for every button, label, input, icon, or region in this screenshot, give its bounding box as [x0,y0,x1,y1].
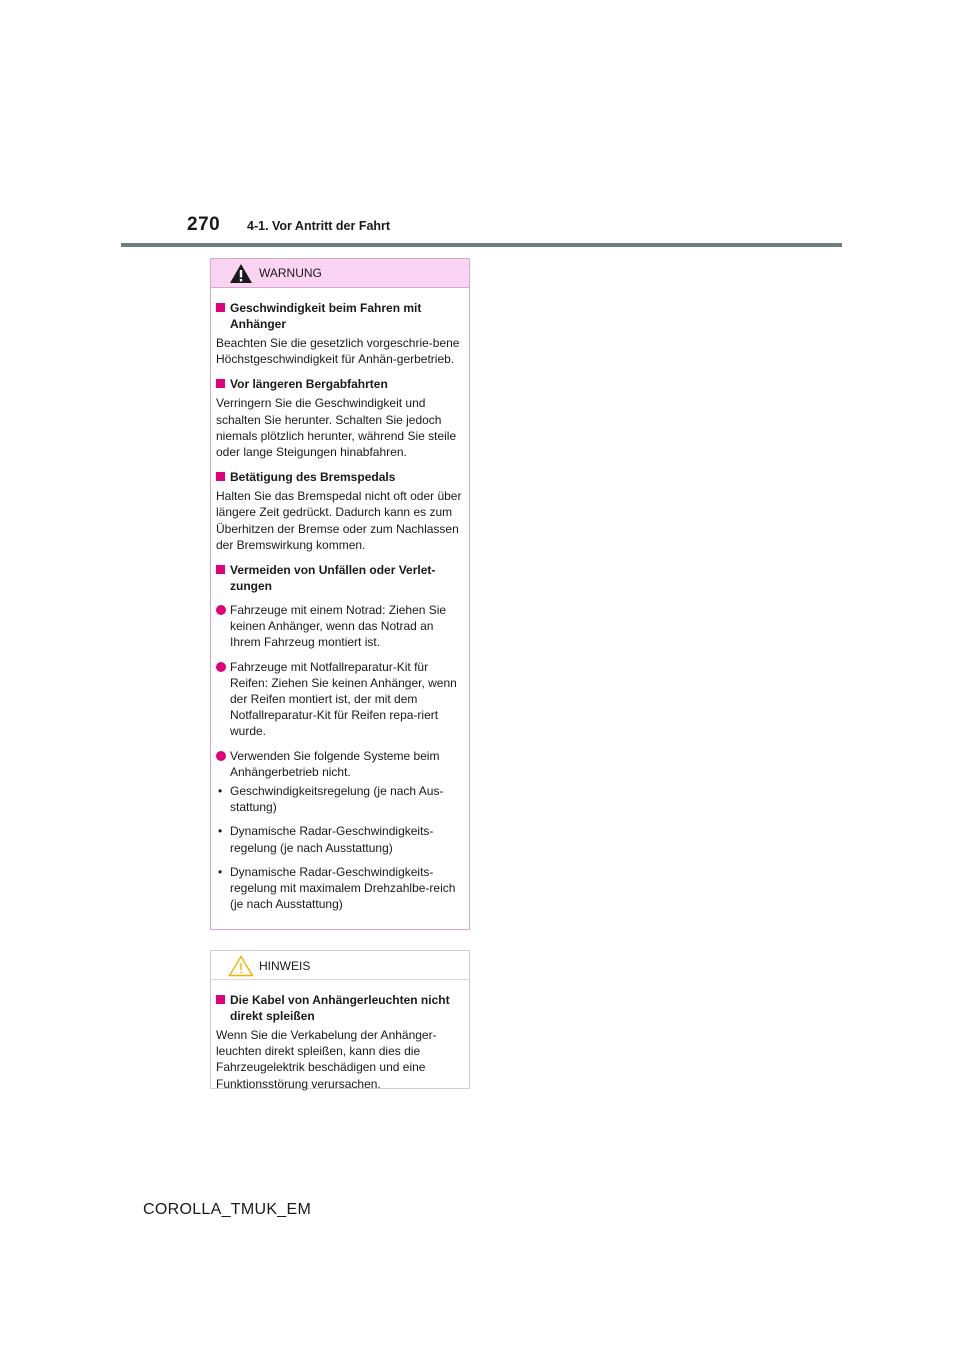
hinweis-text: Wenn Sie die Verkabelung der Anhänger-leuchten direkt spleißen, kann dies die Fahrzeugelektrik beschädigen und eine Funktionsstörung verursachen. [216,1028,437,1091]
header-rule [121,243,842,247]
warning-item-title: Vermeiden von Unfällen oder Verlet-zungen [216,562,463,594]
square-bullet-icon [216,565,225,574]
square-bullet-icon [216,303,225,312]
circle-bullet-icon [216,751,226,761]
square-bullet-icon [216,472,225,481]
hinweis-title: Die Kabel von Anhängerleuchten nicht direkt spleißen [216,992,463,1024]
warning-header [211,259,469,288]
caution-triangle-icon [228,955,254,977]
square-bullet-icon [216,379,225,388]
warning-label: WARNUNG [259,266,322,280]
hinweis-body [211,980,469,1092]
small-bullet-icon: • [218,824,223,839]
page-number: 270 [187,214,221,235]
hinweis-label: HINWEIS [259,959,311,973]
square-bullet-icon [216,995,225,1004]
warning-body [211,288,469,912]
sub-list-item: • Geschwindigkeitsregelung (je nach Aus-stattung) [218,784,444,815]
warning-box [210,258,470,930]
small-bullet-icon: • [218,864,223,879]
circle-bullet-icon [216,662,226,672]
sub-list-item: • Dynamische Radar-Geschwindigkeits-regelung mit maximalem Drehzahlbe-reich (je nach Ausstattung) [218,864,456,912]
circle-bullet-icon [216,605,226,615]
warning-item-title: Geschwindigkeit beim Fahren mit Anhänger [216,300,463,332]
warning-item-text: Beachten Sie die gesetzlich vorgeschrie-bene Höchstgeschwindigkeit für Anhän-gerbetrieb. [216,336,460,367]
list-item: Fahrzeuge mit Notfallreparatur-Kit für Reifen: Ziehen Sie keinen Anhänger, wenn der Reifen montiert ist, der mit dem Notfallreparatur-Kit für Reifen repa-riert wurde. [216,659,463,740]
section-title: 4-1. Vor Antritt der Fahrt [247,219,391,233]
list-item: Fahrzeuge mit einem Notrad: Ziehen Sie keinen Anhänger, wenn das Notrad an Ihrem Fahrzeug montiert ist. [216,602,463,651]
small-bullet-icon: • [218,784,223,799]
hinweis-header [211,951,469,980]
warning-item-text: Verringern Sie die Geschwindigkeit und schalten Sie herunter. Schalten Sie jedoch niemals plötzlich herunter, während Sie steile oder lange Steigungen hinabfahren. [216,396,457,460]
warning-triangle-icon [229,263,253,284]
document-code: COROLLA_TMUK_EM [143,1201,312,1218]
warning-item-title: Vor längeren Bergabfahrten [216,376,463,392]
warning-item-title: Betätigung des Bremspedals [216,469,463,485]
warning-item-text: Halten Sie das Bremspedal nicht oft oder über längere Zeit gedrückt. Dadurch kann es zum Überhitzen der Bremse oder zum Nachlassen der Bremswirkung kommen. [216,489,462,552]
list-item: Verwenden Sie folgende Systeme beim Anhängerbetrieb nicht. [216,748,463,780]
sub-list-item: • Dynamische Radar-Geschwindigkeits-regelung (je nach Ausstattung) [218,824,434,855]
hinweis-box [210,950,470,1089]
